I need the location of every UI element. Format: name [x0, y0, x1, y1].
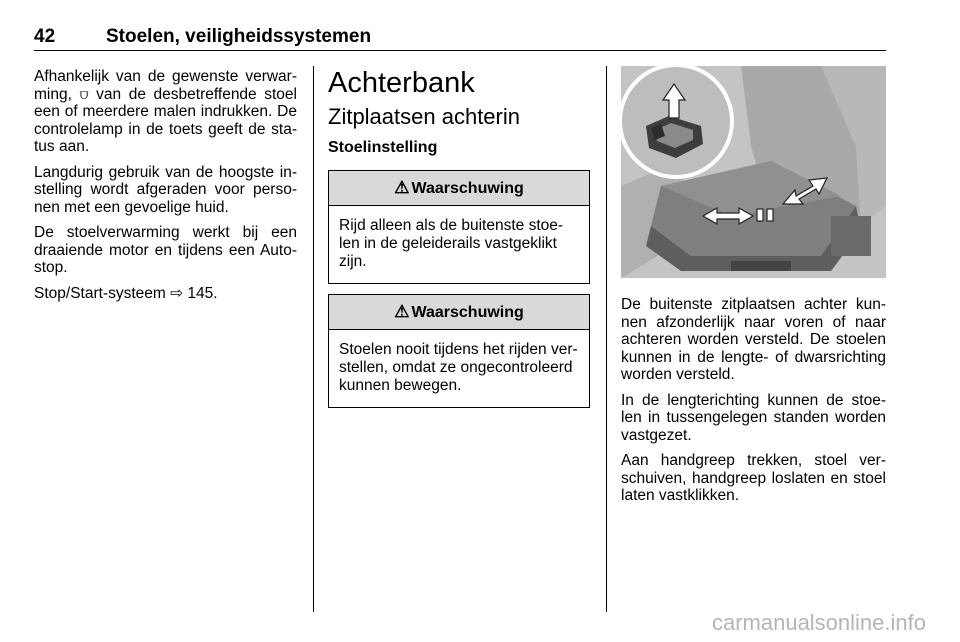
paragraph-adjust-individually: De buitenste zitplaatsen achter kun-nen afzonderlijk naar voren of naar achteren worden versteld. De stoelen kunnen in de lengte- of dwarsrichting worden versteld. [621, 296, 886, 383]
column-divider-2 [606, 66, 607, 612]
page-title: Stoelen, veiligheidssystemen [106, 26, 372, 47]
warning-box-2 [328, 294, 590, 408]
column-middle [328, 68, 590, 418]
subsection-heading: Zitplaatsen achterin [328, 104, 520, 129]
column-divider-1 [313, 66, 314, 612]
warning-text: Rijd alleen als de buitenste stoe-len in de geleiderails vastgeklikt zijn. [339, 217, 564, 270]
page-number: 42 [34, 26, 56, 47]
page-reference-link[interactable]: 145. [183, 284, 218, 302]
paragraph-intermediate-positions: In de lengterichting kunnen de stoe-len in tussengelegen standen worden vastgezet. [621, 391, 886, 444]
warning-triangle-icon: ⚠ [394, 178, 410, 197]
column-left [34, 68, 297, 310]
page-reference-icon: ⇨ [170, 284, 184, 302]
warning-box-1 [328, 170, 590, 284]
section-heading: Achterbank [328, 67, 475, 99]
column-right [621, 296, 886, 513]
paragraph-reference: Stop/Start-systeem ⇨ 145. [34, 284, 218, 302]
paragraph-seat-heating: Afhankelijk van de gewenste verwar-ming, ⩌ van de desbetreffende stoel een of meerdere malen indrukken. De controlelamp in de toets geeft de sta-tus aan. [34, 68, 297, 155]
warning-triangle-icon: ⚠ [394, 302, 410, 321]
topic-heading: Stoelinstelling [328, 139, 438, 156]
page-header [34, 22, 886, 51]
paragraph-autostop: De stoelverwarming werkt bij een draaiende motor en tijdens een Auto-stop. [34, 224, 297, 276]
paragraph-high-setting: Langdurig gebruik van de hoogste in-stelling wordt afgeraden voor perso-nen met een gevoelige huid. [34, 163, 297, 216]
seat-heating-icon: ⩌ [79, 85, 89, 102]
rear-seat-adjustment-illustration [621, 66, 886, 278]
warning-title: Waarschuwing [411, 304, 524, 321]
watermark: carmanualsonline.info [711, 610, 926, 635]
paragraph-handle-procedure: Aan handgreep trekken, stoel ver-schuiven, handgreep loslaten en stoel laten vastklikken. [621, 452, 886, 504]
warning-title: Waarschuwing [411, 180, 524, 197]
warning-text: Stoelen nooit tijdens het rijden ver-stellen, omdat ze ongecontroleerd kunnen bewegen. [339, 341, 578, 394]
